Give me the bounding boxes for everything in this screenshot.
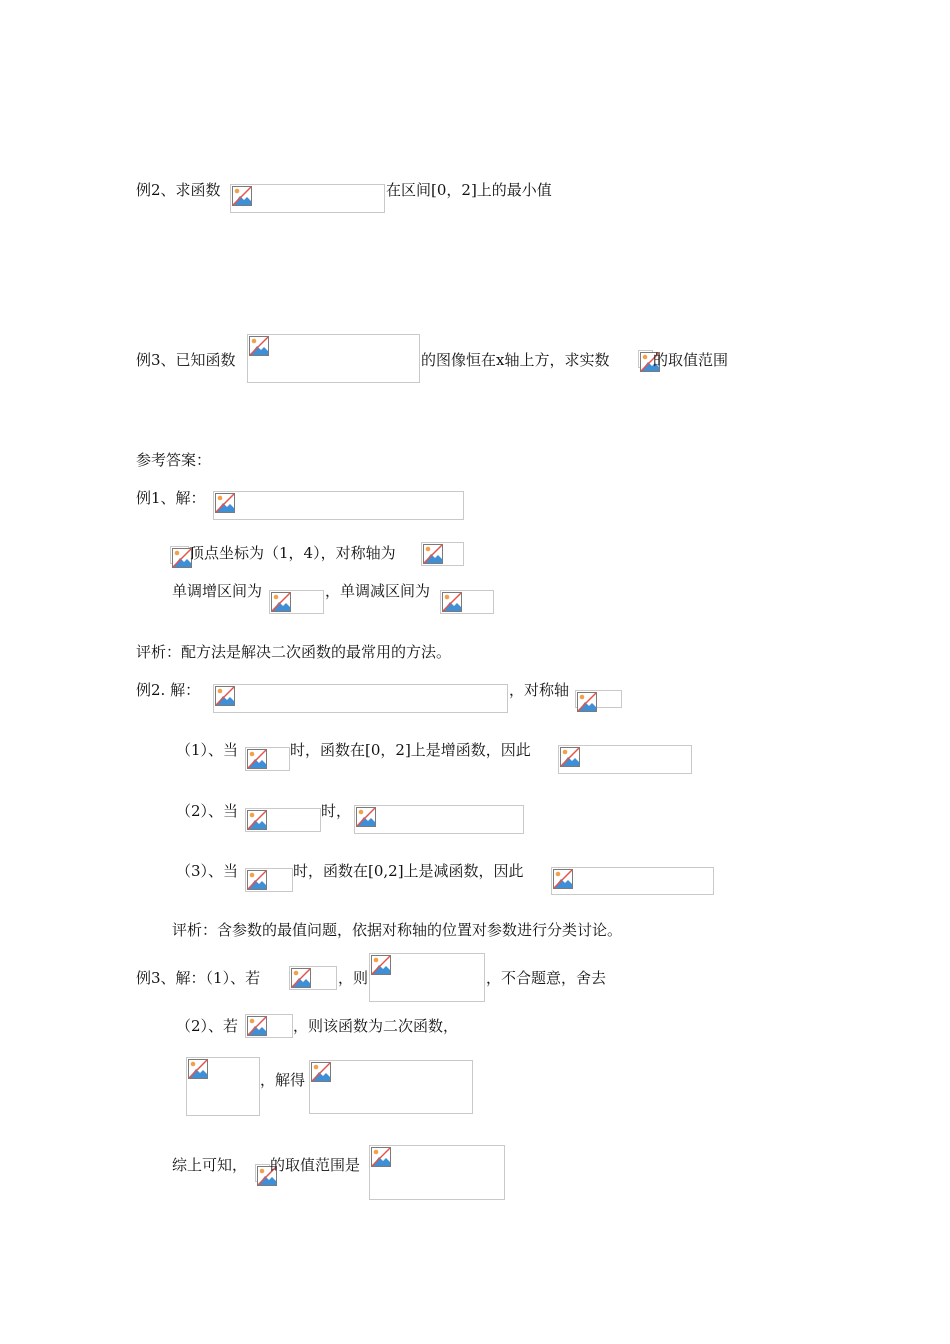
comment2: 评析：含参数的最值问题，依据对称轴的位置对参数进行分类讨论。 [172, 921, 623, 939]
ex3-text-b: 的图像恒在x轴上方，求实数 [421, 351, 610, 369]
ans2-c2a: （2）、当 [176, 802, 239, 820]
formula-image [213, 491, 464, 520]
ex3-text-c: 的取值范围 [653, 351, 729, 369]
formula-image [369, 1145, 505, 1200]
formula-image [170, 546, 189, 564]
formula-image [421, 542, 464, 566]
formula-image [245, 868, 293, 892]
formula-image [186, 1057, 260, 1116]
formula-image [245, 808, 321, 832]
ans3-concl-a: 综上可知， [172, 1156, 248, 1174]
ans1-vertex: 顶点坐标为（1，4），对称轴为 [189, 544, 396, 562]
ans2-axis: ，对称轴 [509, 681, 570, 699]
ans3-c2b: ，则该函数为二次函数， [293, 1017, 459, 1035]
comment1: 评析：配方法是解决二次函数的最常用的方法。 [136, 643, 452, 661]
formula-image [255, 1164, 270, 1182]
formula-image [269, 590, 324, 614]
ans3-solve: ，解得 [260, 1071, 306, 1089]
formula-image [309, 1060, 473, 1114]
formula-image [558, 745, 692, 774]
ans2-c1a: （1）、当 [176, 741, 239, 759]
formula-image [289, 966, 337, 990]
ans1-inc: 单调增区间为 [172, 582, 263, 600]
formula-image [354, 805, 524, 834]
formula-image [638, 350, 653, 368]
formula-image [245, 747, 290, 771]
formula-image [245, 1014, 293, 1038]
formula-image [575, 690, 622, 708]
ans2-c3a: （3）、当 [176, 862, 239, 880]
ex2-text-a: 例2、求函数 [136, 181, 221, 199]
ex2-text-b: 在区间[0，2]上的最小值 [386, 181, 552, 199]
ans3-c2a: （2）、若 [176, 1017, 239, 1035]
formula-image [213, 684, 508, 713]
ans2-label: 例2. 解： [136, 681, 201, 699]
formula-image [247, 334, 420, 383]
formula-image [369, 953, 485, 1002]
ans3-concl-b: 的取值范围是 [270, 1156, 361, 1174]
formula-image [230, 184, 385, 213]
formula-image [440, 590, 494, 614]
ans3-reject: ，不合题意，舍去 [486, 969, 607, 987]
ans3-then: ，则 [338, 969, 369, 987]
ex3-text-a: 例3、已知函数 [136, 351, 236, 369]
ans2-c2b: 时， [321, 802, 352, 820]
answer-heading: 参考答案： [136, 451, 212, 469]
ans2-c1b: 时，函数在[0，2]上是增函数，因此 [290, 741, 531, 759]
ans2-c3b: 时，函数在[0,2]上是减函数，因此 [293, 862, 524, 880]
ans3-label: 例3、解：（1）、若 [136, 969, 261, 987]
ans1-label: 例1、解： [136, 489, 206, 507]
ans1-dec: ，单调减区间为 [325, 582, 431, 600]
formula-image [551, 867, 714, 895]
